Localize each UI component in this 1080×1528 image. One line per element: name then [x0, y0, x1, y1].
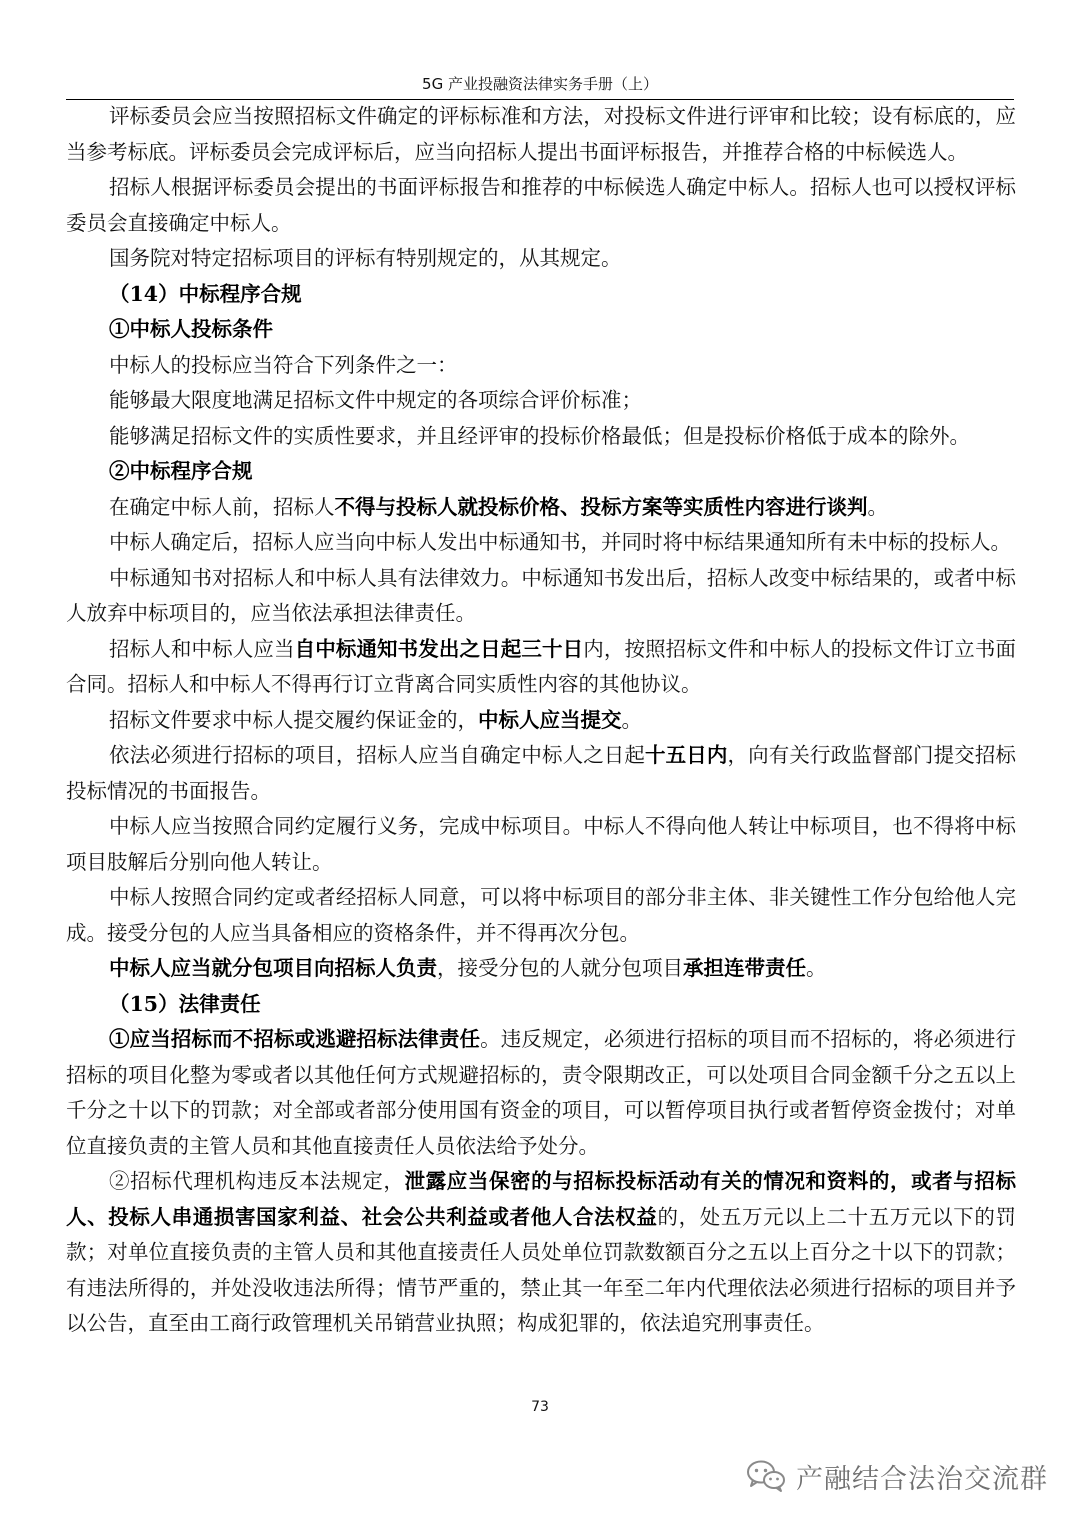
- paragraph: [66, 525, 1016, 561]
- text-run: 能够最大限度地满足招标文件中规定的各项综合评价标准；: [109, 388, 643, 412]
- text-run: 招标人根据评标委员会提出的书面评标报告和推荐的中标候选人确定中标人。招标人也可以授权评标委员会直接确定中标人。: [66, 175, 1016, 235]
- text-run: 中标人的投标应当符合下列条件之一：: [109, 352, 458, 377]
- document-body: [66, 99, 1016, 1342]
- paragraph: [66, 951, 1016, 987]
- paragraph: [66, 454, 1016, 490]
- paragraph: [66, 277, 1016, 313]
- paragraph: [66, 419, 1016, 455]
- page-number: 73: [531, 1399, 549, 1415]
- text-run: ②招标代理机构违反本法规定，: [109, 1169, 405, 1193]
- paragraph: [66, 1164, 1016, 1342]
- bold-text-run: 中标人应当提交: [478, 707, 622, 732]
- watermark-text: 产融结合法治交流群: [796, 1463, 1048, 1495]
- text-run: ，接受分包的人就分包项目: [437, 956, 684, 980]
- bold-text-run: 承担连带责任: [683, 956, 807, 980]
- text-run: 。: [621, 707, 643, 732]
- paragraph: [66, 987, 1016, 1023]
- paragraph: [66, 632, 1016, 703]
- paragraph: [66, 561, 1016, 632]
- bold-text-run: 自中标通知书发出之日起三十日: [294, 636, 584, 661]
- text-run: 招标人和中标人应当: [109, 636, 295, 661]
- text-run: 。违反规定，必须进行招标的项目而不招标的，将必须进行招标的项目化整为零或者以其他任何方式规避招标的，责令限期改正，可以处项目合同金额千分之五以上千分之十以下的罚款；对全部或者部分使用国有资金的项目，可以暂停项目执行或者暂停资金拨付；对单位直接负责的主管人员和其他直接责任人员依法给予处分。: [66, 1027, 1017, 1158]
- text-run: ，向有关行政监督部门提交招标投标情况的书面报告。: [66, 743, 1017, 803]
- paragraph: [66, 348, 1016, 384]
- running-header: [66, 74, 1014, 100]
- bold-text-run: 中标人应当就分包项目向招标人负责: [109, 956, 438, 980]
- paragraph: [66, 703, 1016, 739]
- bold-text-run: 泄露应当保密的与招标投标活动有关的情况和资料的，或者与招标人、投标人串通损害国家利益、社会公共利益或者他人合法权益: [66, 1169, 1016, 1229]
- bold-text-run: （15）法律责任: [109, 991, 261, 1016]
- text-run: 在确定中标人前，招标人: [109, 494, 335, 519]
- bold-text-run: ①应当招标而不招标或逃避招标法律责任: [109, 1027, 481, 1051]
- text-run: 的，处五万元以上二十五万元以下的罚款；对单位直接负责的主管人员和其他直接责任人员处单位罚款数额百分之五以上百分之十以下的罚款；有违法所得的，并处没收违法所得；情节严重的，禁止其一年至二年内代理依法必须进行招标的项目并予以公告，直至由工商行政管理机关吊销营业执照；构成犯罪的，依法追究刑事责任。: [66, 1204, 1016, 1335]
- text-run: 评标委员会应当按照招标文件确定的评标标准和方法，对投标文件进行评审和比较；设有标底的，应当参考标底。评标委员会完成评标后，应当向招标人提出书面评标报告，并推荐合格的中标候选人。: [66, 104, 1016, 164]
- bold-text-run: ①中标人投标条件: [109, 317, 274, 341]
- paragraph: [66, 490, 1016, 526]
- header-title: 5G 产业投融资法律实务手册（上）: [422, 75, 658, 93]
- paragraph: [66, 312, 1016, 348]
- text-run: 中标人应当按照合同约定履行义务，完成中标项目。中标人不得向他人转让中标项目，也不得将中标项目肢解后分别向他人转让。: [66, 814, 1016, 874]
- wechat-icon: [746, 1459, 786, 1493]
- paragraph: [66, 809, 1016, 880]
- paragraph: [66, 170, 1016, 241]
- text-run: 。: [806, 956, 827, 980]
- text-run: 内，按照招标文件和中标人的投标文件订立书面合同。招标人和中标人不得再行订立背离合同实质性内容的其他协议。: [66, 636, 1017, 696]
- paragraph: [66, 738, 1016, 809]
- paragraph: [66, 241, 1016, 277]
- text-run: 中标人确定后，招标人应当向中标人发出中标通知书，并同时将中标结果通知所有未中标的投标人。: [109, 530, 1012, 554]
- text-run: 国务院对特定招标项目的评标有特别规定的，从其规定。: [109, 246, 622, 270]
- bold-text-run: （14）中标程序合规: [109, 281, 302, 306]
- bold-text-run: ②中标程序合规: [109, 459, 253, 483]
- paragraph: [66, 383, 1016, 419]
- text-run: 。: [867, 494, 889, 519]
- text-run: 依法必须进行招标的项目，招标人应当自确定中标人之日起: [109, 743, 646, 767]
- watermark: [746, 1456, 1048, 1496]
- bold-text-run: 十五日内: [645, 743, 728, 767]
- text-run: 中标人按照合同约定或者经招标人同意，可以将中标项目的部分非主体、非关键性工作分包给他人完成。接受分包的人应当具备相应的资格条件，并不得再次分包。: [66, 885, 1016, 945]
- paragraph: [66, 99, 1016, 170]
- text-run: 能够满足招标文件的实质性要求，并且经评审的投标价格最低；但是投标价格低于成本的除外。: [109, 423, 971, 448]
- bold-text-run: 不得与投标人就投标价格、投标方案等实质性内容进行谈判: [334, 494, 868, 519]
- paragraph: [66, 1022, 1016, 1164]
- text-run: 中标通知书对招标人和中标人具有法律效力。中标通知书发出后，招标人改变中标结果的，或者中标人放弃中标项目的，应当依法承担法律责任。: [66, 565, 1016, 625]
- text-run: 招标文件要求中标人提交履约保证金的，: [109, 707, 479, 732]
- paragraph: [66, 880, 1016, 951]
